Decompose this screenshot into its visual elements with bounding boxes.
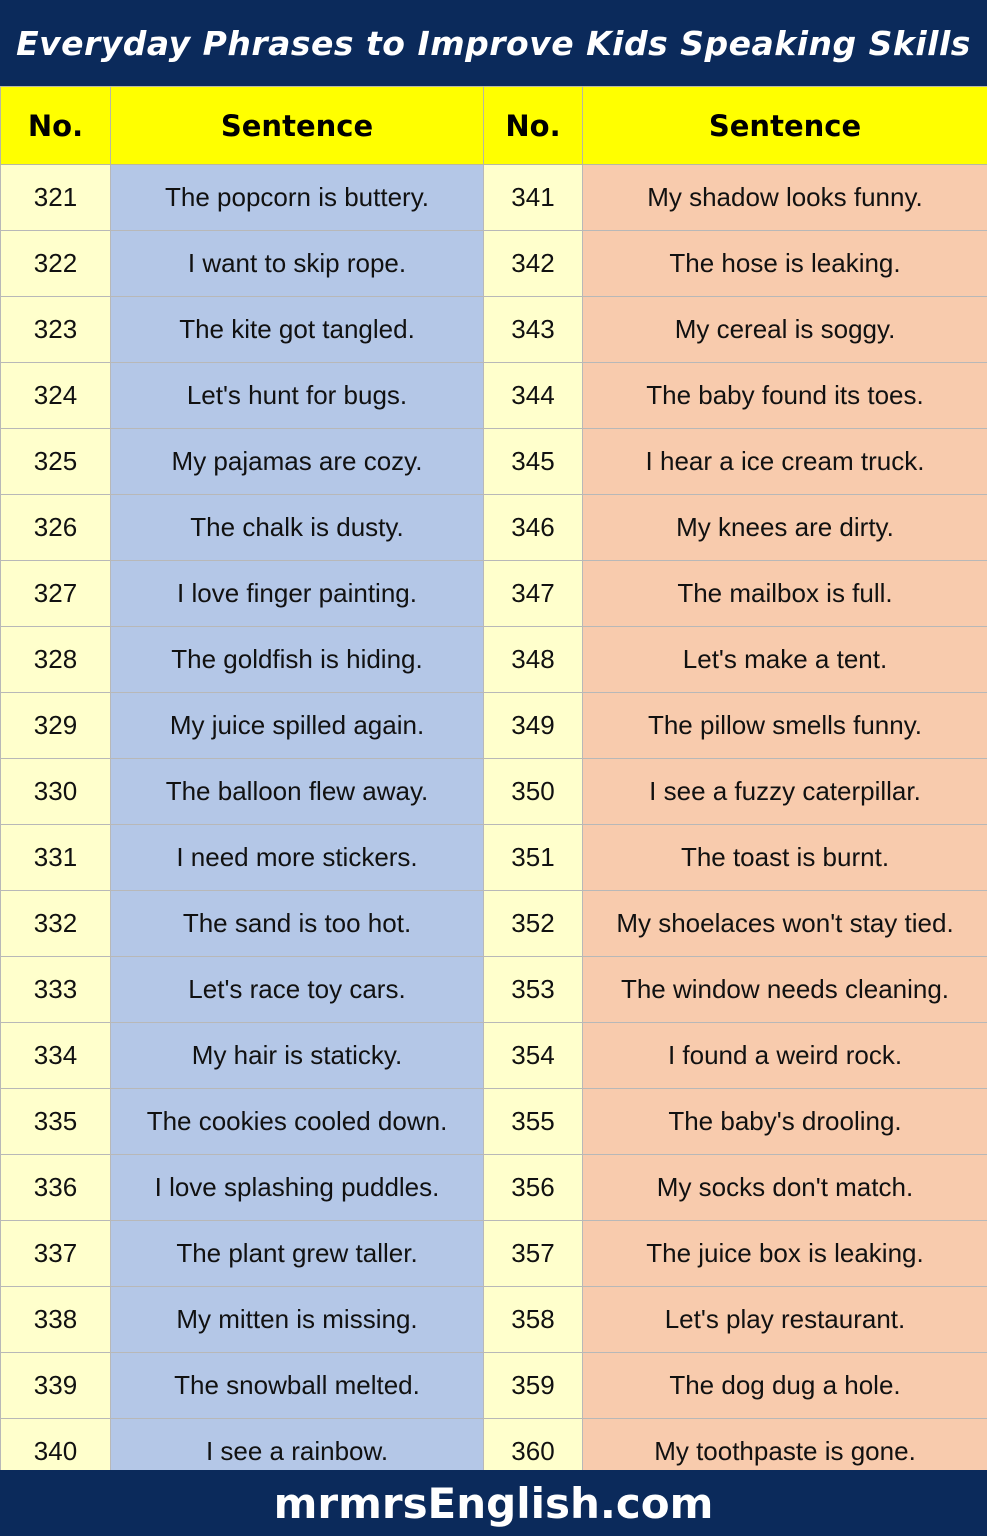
number-cell: 328 (1, 627, 111, 693)
sentence-cell: Let's play restaurant. (583, 1287, 987, 1353)
sentence-cell: The snowball melted. (111, 1353, 484, 1419)
sentence-cell: Let's race toy cars. (111, 957, 484, 1023)
page-title: Everyday Phrases to Improve Kids Speaking Skills (16, 23, 971, 63)
sentence-cell: The popcorn is buttery. (111, 165, 484, 231)
sentence-cell: My shoelaces won't stay tied. (583, 891, 987, 957)
number-cell: 326 (1, 495, 111, 561)
number-cell: 322 (1, 231, 111, 297)
number-cell: 344 (484, 363, 583, 429)
number-cell: 352 (484, 891, 583, 957)
table-row (1, 1287, 987, 1353)
number-cell: 360 (484, 1419, 583, 1485)
sentence-cell: The sand is too hot. (111, 891, 484, 957)
table-row (1, 1155, 987, 1221)
table-body (1, 165, 987, 1485)
number-cell: 335 (1, 1089, 111, 1155)
title-banner (0, 0, 987, 86)
sentence-cell: The plant grew taller. (111, 1221, 484, 1287)
site-url: mrmrsEnglish.com (273, 1478, 714, 1528)
sentence-cell: My juice spilled again. (111, 693, 484, 759)
sentence-cell: The toast is burnt. (583, 825, 987, 891)
table-row (1, 1221, 987, 1287)
table-row (1, 1353, 987, 1419)
sentence-cell: My pajamas are cozy. (111, 429, 484, 495)
sentence-cell: The dog dug a hole. (583, 1353, 987, 1419)
sentence-cell: The pillow smells funny. (583, 693, 987, 759)
sentence-cell: I love finger painting. (111, 561, 484, 627)
column-header-sentence-left: Sentence (111, 87, 484, 165)
number-cell: 325 (1, 429, 111, 495)
sentence-cell: The kite got tangled. (111, 297, 484, 363)
number-cell: 353 (484, 957, 583, 1023)
table-row (1, 561, 987, 627)
header-row (1, 87, 987, 165)
footer-banner (0, 1470, 987, 1536)
sentence-cell: The chalk is dusty. (111, 495, 484, 561)
sentence-cell: The goldfish is hiding. (111, 627, 484, 693)
sentence-cell: The hose is leaking. (583, 231, 987, 297)
sentence-cell: The baby's drooling. (583, 1089, 987, 1155)
number-cell: 345 (484, 429, 583, 495)
number-cell: 358 (484, 1287, 583, 1353)
sentence-cell: I want to skip rope. (111, 231, 484, 297)
table-row (1, 495, 987, 561)
table-row (1, 891, 987, 957)
table-row (1, 1089, 987, 1155)
table-row (1, 1023, 987, 1089)
number-cell: 332 (1, 891, 111, 957)
sentence-cell: Let's make a tent. (583, 627, 987, 693)
number-cell: 337 (1, 1221, 111, 1287)
table-row (1, 825, 987, 891)
number-cell: 356 (484, 1155, 583, 1221)
sentence-cell: My socks don't match. (583, 1155, 987, 1221)
table-row (1, 165, 987, 231)
table-row (1, 627, 987, 693)
number-cell: 351 (484, 825, 583, 891)
number-cell: 349 (484, 693, 583, 759)
number-cell: 338 (1, 1287, 111, 1353)
number-cell: 348 (484, 627, 583, 693)
sentence-cell: The window needs cleaning. (583, 957, 987, 1023)
sentence-cell: My knees are dirty. (583, 495, 987, 561)
table-row (1, 429, 987, 495)
sentence-cell: I found a weird rock. (583, 1023, 987, 1089)
number-cell: 350 (484, 759, 583, 825)
sentence-cell: I hear a ice cream truck. (583, 429, 987, 495)
column-header-number-right: No. (484, 87, 583, 165)
number-cell: 339 (1, 1353, 111, 1419)
number-cell: 334 (1, 1023, 111, 1089)
sentence-cell: My shadow looks funny. (583, 165, 987, 231)
sentence-cell: The cookies cooled down. (111, 1089, 484, 1155)
number-cell: 355 (484, 1089, 583, 1155)
table-row (1, 957, 987, 1023)
sentence-cell: My cereal is soggy. (583, 297, 987, 363)
number-cell: 330 (1, 759, 111, 825)
table-row (1, 693, 987, 759)
number-cell: 329 (1, 693, 111, 759)
sentence-cell: I need more stickers. (111, 825, 484, 891)
column-header-sentence-right: Sentence (583, 87, 987, 165)
number-cell: 342 (484, 231, 583, 297)
sentence-cell: I see a rainbow. (111, 1419, 484, 1485)
number-cell: 327 (1, 561, 111, 627)
number-cell: 340 (1, 1419, 111, 1485)
number-cell: 341 (484, 165, 583, 231)
number-cell: 323 (1, 297, 111, 363)
number-cell: 343 (484, 297, 583, 363)
sentence-cell: The baby found its toes. (583, 363, 987, 429)
table-row (1, 231, 987, 297)
sentence-cell: Let's hunt for bugs. (111, 363, 484, 429)
sentence-cell: My toothpaste is gone. (583, 1419, 987, 1485)
number-cell: 336 (1, 1155, 111, 1221)
number-cell: 331 (1, 825, 111, 891)
number-cell: 346 (484, 495, 583, 561)
table-row (1, 297, 987, 363)
number-cell: 324 (1, 363, 111, 429)
column-header-number-left: No. (1, 87, 111, 165)
sentence-cell: I love splashing puddles. (111, 1155, 484, 1221)
sentence-cell: I see a fuzzy caterpillar. (583, 759, 987, 825)
sentence-cell: The mailbox is full. (583, 561, 987, 627)
sentence-cell: The balloon flew away. (111, 759, 484, 825)
sentence-cell: My mitten is missing. (111, 1287, 484, 1353)
number-cell: 359 (484, 1353, 583, 1419)
phrases-table (0, 86, 987, 1485)
sentence-cell: The juice box is leaking. (583, 1221, 987, 1287)
number-cell: 354 (484, 1023, 583, 1089)
number-cell: 357 (484, 1221, 583, 1287)
table-row (1, 363, 987, 429)
table-row (1, 759, 987, 825)
number-cell: 333 (1, 957, 111, 1023)
number-cell: 347 (484, 561, 583, 627)
sentence-cell: My hair is staticky. (111, 1023, 484, 1089)
number-cell: 321 (1, 165, 111, 231)
